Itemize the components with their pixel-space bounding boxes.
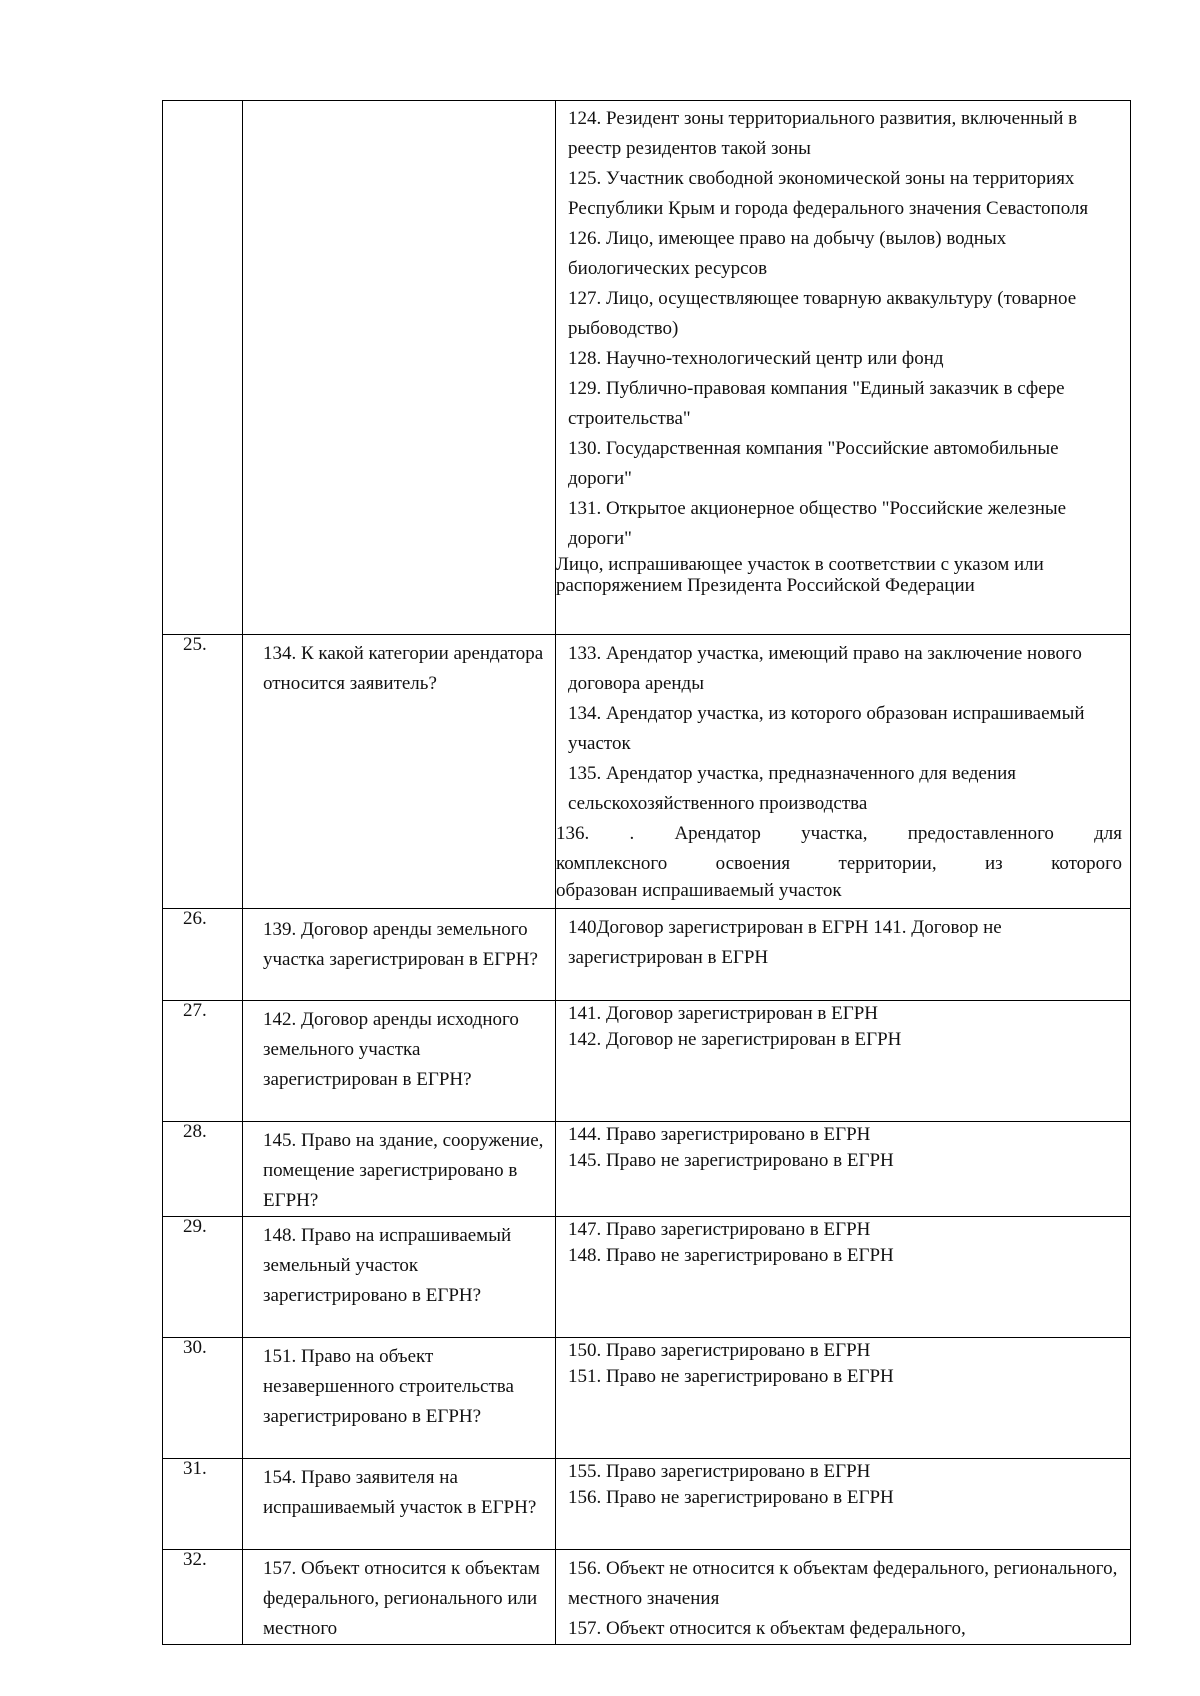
list-item: 156. Объект не относится к объектам федерального, регионального, местного значения <box>568 1558 1118 1609</box>
row-number <box>163 101 243 635</box>
list-item: 145. Право не зарегистрировано в ЕГРН <box>568 1150 894 1171</box>
list-item: 128. Научно-технологический центр или фонд <box>568 348 944 369</box>
answer-cell <box>556 1001 1131 1122</box>
list-item: 130. Государственная компания "Российские автомобильные дороги" <box>568 438 1059 489</box>
row-number: 26. <box>163 909 243 1001</box>
list-item: 150. Право зарегистрировано в ЕГРН <box>568 1340 871 1361</box>
list-item: 124. Резидент зоны территориального развития, включенный в реестр резидентов такой зоны <box>568 108 1078 159</box>
row-number: 28. <box>163 1122 243 1217</box>
list-item: 127. Лицо, осуществляющее товарную аквакультуру (товарное рыбоводство) <box>568 288 1077 339</box>
question-cell: 134. К какой категории арендатора относится заявитель? <box>243 635 556 909</box>
list-item: 142. Договор не зарегистрирован в ЕГРН <box>568 1029 902 1050</box>
answer-cell <box>556 1217 1131 1338</box>
row-number: 32. <box>163 1550 243 1645</box>
table-row <box>163 1217 1131 1338</box>
list-item: комплексного освоения территории, из которого <box>556 853 1122 874</box>
list-item: 157. Объект относится к объектам федерального, <box>568 1618 966 1639</box>
list-item: 133. Арендатор участка, имеющий право на заключение нового договора аренды <box>568 643 1082 694</box>
answer-cell <box>556 909 1131 1001</box>
answer-cell <box>556 635 1131 909</box>
list-item: Лицо, испрашивающее участок в соответствии с указом или распоряжением Президента Российской Федерации <box>556 554 1044 596</box>
question-cell: 145. Право на здание, сооружение, помещение зарегистрировано в ЕГРН? <box>243 1122 556 1217</box>
table-row <box>163 1550 1131 1645</box>
answer-cell <box>556 101 1131 635</box>
list-item: 151. Право не зарегистрировано в ЕГРН <box>568 1366 894 1387</box>
answer-cell <box>556 1338 1131 1459</box>
question-cell <box>243 101 556 635</box>
list-item: 135. Арендатор участка, предназначенного для ведения сельскохозяйственного производства <box>568 763 1017 814</box>
row-number: 27. <box>163 1001 243 1122</box>
list-item: 129. Публично-правовая компания "Единый заказчик в сфере строительства" <box>568 378 1065 429</box>
list-item: 140Договор зарегистрирован в ЕГРН 141. Договор не зарегистрирован в ЕГРН <box>568 917 1002 968</box>
question-cell: 157. Объект относится к объектам федерального, регионального или местного <box>243 1550 556 1645</box>
answer-cell <box>556 1459 1131 1550</box>
list-item: 131. Открытое акционерное общество "Российские железные дороги" <box>568 498 1067 549</box>
question-cell: 154. Право заявителя на испрашиваемый участок в ЕГРН? <box>243 1459 556 1550</box>
list-item: 155. Право зарегистрировано в ЕГРН <box>568 1461 871 1482</box>
list-item: образован испрашиваемый участок <box>556 880 842 901</box>
table-row <box>163 635 1131 909</box>
table-row <box>163 101 1131 635</box>
list-item: 141. Договор зарегистрирован в ЕГРН <box>568 1003 879 1024</box>
question-cell: 148. Право на испрашиваемый земельный участок зарегистрировано в ЕГРН? <box>243 1217 556 1338</box>
table-row <box>163 1122 1131 1217</box>
answer-cell <box>556 1122 1131 1217</box>
question-cell: 142. Договор аренды исходного земельного участка зарегистрирован в ЕГРН? <box>243 1001 556 1122</box>
question-cell: 139. Договор аренды земельного участка зарегистрирован в ЕГРН? <box>243 909 556 1001</box>
table-row <box>163 1459 1131 1550</box>
answer-cell <box>556 1550 1131 1645</box>
list-item: 144. Право зарегистрировано в ЕГРН <box>568 1124 871 1145</box>
list-item: 125. Участник свободной экономической зоны на территориях Республики Крым и города федерального значения Севастополя <box>568 168 1089 219</box>
list-item: 134. Арендатор участка, из которого образован испрашиваемый участок <box>568 703 1085 754</box>
list-item: 126. Лицо, имеющее право на добычу (вылов) водных биологических ресурсов <box>568 228 1007 279</box>
table-row <box>163 1001 1131 1122</box>
question-cell: 151. Право на объект незавершенного строительства зарегистрировано в ЕГРН? <box>243 1338 556 1459</box>
row-number: 29. <box>163 1217 243 1338</box>
table-row <box>163 1338 1131 1459</box>
questionnaire-table <box>162 100 1131 1645</box>
row-number: 30. <box>163 1338 243 1459</box>
list-item: 148. Право не зарегистрировано в ЕГРН <box>568 1245 894 1266</box>
list-item: 147. Право зарегистрировано в ЕГРН <box>568 1219 871 1240</box>
list-item: 136. . Арендатор участка, предоставленного для <box>556 823 1122 844</box>
row-number: 31. <box>163 1459 243 1550</box>
table-row <box>163 909 1131 1001</box>
list-item: 156. Право не зарегистрировано в ЕГРН <box>568 1487 894 1508</box>
row-number: 25. <box>163 635 243 909</box>
